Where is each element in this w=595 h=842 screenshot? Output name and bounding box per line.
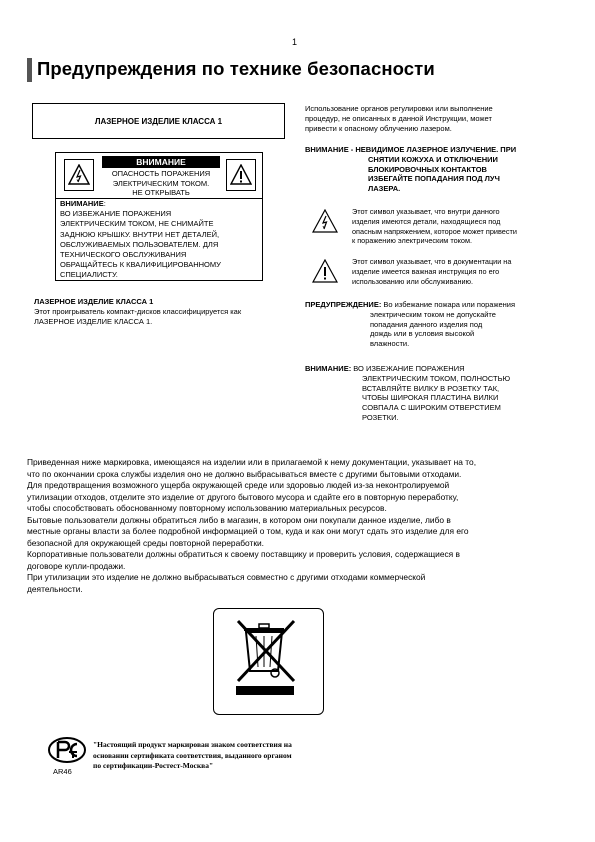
laser-class-section xyxy=(34,297,294,326)
text-line: Корпоративные пользователи должны обратиться к своему поставщику и проверить условия, содержащиеся в xyxy=(27,549,460,559)
rst-certification-logo xyxy=(47,736,87,769)
info-symbol-description xyxy=(352,257,567,286)
text-line: Этот проигрыватель компакт-дисков классифицируется как xyxy=(34,306,242,316)
page-title: Предупреждения по технике безопасности xyxy=(37,58,435,79)
text-line: СНЯТИИ КОЖУХА И ОТКЛЮЧЕНИИ xyxy=(368,154,498,164)
text-line: Использование органов регулировки или выполнение xyxy=(305,104,493,113)
text-line: привести к опасному облучению лазером. xyxy=(305,123,452,133)
caution-body: ВНИМАНИЕ: ВО ИЗБЕЖАНИЕ ПОРАЖЕНИЯ ЭЛЕКТРИЧЕСКИМ ТОКОМ, НЕ СНИМАЙТЕ ЗАДНЮЮ КРЫШКУ. ВНУТРИ НЕТ ДЕТАЛЕЙ, ОБСЛУЖИВАЕМЫХ ПОЛЬЗОВАТЕЛЕМ. ДЛЯ ТЕХНИЧЕСКОГО ОБСЛУЖИВАНИЯ ОБРАЩАЙТЕСЬ К КВАЛИФИЦИРОВАННОМУ СПЕЦИАЛИСТУ. xyxy=(60,199,258,281)
text-line: СПЕЦИАЛИСТУ. xyxy=(60,270,118,280)
text-line: электрическим током не допускайте xyxy=(370,309,496,319)
text-line: ВО ИЗБЕЖАНИЕ ПОРАЖЕНИЯ xyxy=(353,364,465,373)
text-line: договоре купли-продажи. xyxy=(27,560,126,571)
text-line: изделия имеются детали, находящиеся под xyxy=(352,216,501,226)
text-line: ОБСЛУЖИВАЕМЫХ ПОЛЬЗОВАТЕЛЕМ. ДЛЯ xyxy=(60,239,219,249)
text-line: Приведенная ниже маркировка, имеющаяся на изделии или в прилагаемой к нему документации, указывает на то, xyxy=(27,457,477,467)
text-line: Этот символ указывает, что в документации на xyxy=(352,257,512,266)
text-line: чтобы способствовать обоснованному повторному использованию материальных ресурсов. xyxy=(27,503,387,513)
text-line: "Настоящий продукт маркирован знаком соответствия на xyxy=(93,740,292,749)
text-line: ОПАСНОСТЬ ПОРАЖЕНИЯ xyxy=(111,169,211,178)
caution-panel xyxy=(55,152,263,281)
text-line: ЛАЗЕРА. xyxy=(368,184,401,194)
text-line: При утилизации это изделие не должно выбрасываться совместно с другими отходами коммерческой xyxy=(27,572,426,582)
text-line: ВО ИЗБЕЖАНИЕ ПОРАЖЕНИЯ xyxy=(60,209,172,219)
certification-note xyxy=(93,740,343,772)
text-line: Этот символ указывает, что внутри данного xyxy=(352,207,500,216)
text-line: ЗАДНЮЮ КРЫШКУ. ВНУТРИ НЕТ ДЕТАЛЕЙ, xyxy=(60,229,220,239)
warning-label: ПРЕДУПРЕЖДЕНИЕ: xyxy=(305,300,382,309)
controls-warning-paragraph xyxy=(305,104,565,133)
crossed-bin-icon xyxy=(214,609,323,714)
text-line: что по окончании срока службы изделия оно не должно выбрасываться вместе с другими бытовыми отходами. xyxy=(27,468,462,479)
plug-caution xyxy=(305,364,570,423)
text-line: ТЕХНИЧЕСКОГО ОБСЛУЖИВАНИЯ xyxy=(60,250,187,260)
caution-subtext xyxy=(102,169,220,198)
laser-class-box xyxy=(32,103,285,139)
text-line: Во избежание пожара или поражения xyxy=(383,300,516,309)
text-line: попадания данного изделия под xyxy=(370,319,483,329)
laser-class-box-label: ЛАЗЕРНОЕ ИЗДЕЛИЕ КЛАССА 1 xyxy=(94,116,223,126)
lightning-symbol-icon xyxy=(312,209,338,238)
text-line: утилизации отходов, отделите это изделие от другого бытового мусора и сдайте его в повторную переработку, xyxy=(27,491,459,502)
text-line: ЭЛЕКТРИЧЕСКИМ ТОКОМ. xyxy=(112,178,210,188)
exclamation-warning-icon xyxy=(226,159,256,191)
text-line: НЕ ОТКРЫВАТЬ xyxy=(132,188,190,197)
text-line: ИЗБЕГАЙТЕ ПОПАДАНИЯ ПОД ЛУЧ xyxy=(368,174,500,184)
text-line: РОЗЕТКИ. xyxy=(362,412,399,422)
text-line: ЛАЗЕРНОЕ ИЗДЕЛИЕ КЛАССА 1. xyxy=(34,316,153,326)
warning-label: ВНИМАНИЕ - xyxy=(305,145,356,154)
text-line: НЕВИДИМОЕ ЛАЗЕРНОЕ ИЗЛУЧЕНИЕ. ПРИ xyxy=(355,145,517,154)
text-line: БЛОКИРОВОЧНЫХ КОНТАКТОВ xyxy=(368,164,487,174)
text-line: ЭЛЕКТРИЧЕСКИМ ТОКОМ, НЕ СНИМАЙТЕ xyxy=(60,219,214,229)
certificate-code: AR46 xyxy=(53,767,72,776)
text-line: Бытовые пользователи должны обратиться либо в магазин, в котором они покупали данное изделие, либо в xyxy=(27,514,451,525)
text-line: ЧТОБЫ ШИРОКАЯ ПЛАСТИНА ВИЛКИ xyxy=(362,393,499,403)
page-number: 1 xyxy=(292,37,298,47)
text-line: влажности. xyxy=(370,339,410,349)
title-accent-bar xyxy=(27,58,32,82)
laser-class-heading: ЛАЗЕРНОЕ ИЗДЕЛИЕ КЛАССА 1 xyxy=(34,297,154,306)
text-line: процедур, не описанных в данной Инструкции, может xyxy=(305,113,492,123)
text-line: Для предотвращения возможного ущерба окружающей среде или здоровью людей из-за неконтролируемой xyxy=(27,480,450,490)
text-line: местные органы власти за более подробной информацией о том, куда и как они могут сдать это изделие для его xyxy=(27,526,469,536)
voltage-symbol-description xyxy=(352,207,567,246)
text-line: деятельности. xyxy=(27,583,83,594)
text-line: ОБРАЩАЙТЕСЬ К КВАЛИФИЦИРОВАННОМУ xyxy=(60,260,221,270)
weee-symbol-box xyxy=(213,608,324,715)
caution-body-label: ВНИМАНИЕ xyxy=(60,199,104,208)
text-line: ЭЛЕКТРИЧЕСКИМ ТОКОМ, ПОЛНОСТЬЮ xyxy=(362,373,511,383)
invisible-radiation-warning xyxy=(305,145,570,194)
caution-heading: ВНИМАНИЕ xyxy=(102,156,220,168)
text-line: опасным напряжением, которое может привести xyxy=(352,226,517,236)
lightning-warning-icon xyxy=(64,159,94,191)
text-line: СОВПАЛА С ШИРОКИМ ОТВЕРСТИЕМ xyxy=(362,403,501,413)
exclamation-symbol-icon xyxy=(312,259,338,288)
disposal-instructions xyxy=(27,457,572,595)
text-line: основании сертификата соответствия, выданного органом xyxy=(93,750,292,760)
text-line: использованию или обслуживанию. xyxy=(352,276,474,286)
text-line: к поражению электрическим током. xyxy=(352,236,473,246)
text-line: дождь или в условия высокой xyxy=(370,329,475,339)
fire-warning xyxy=(305,300,570,349)
text-line: ВСТАВЛЯЙТЕ ВИЛКУ В РОЗЕТКУ ТАК, xyxy=(362,383,500,393)
text-line: по сертификации-Ростест-Москва" xyxy=(93,761,214,770)
text-line: изделие имеется важная инструкция по его xyxy=(352,266,500,276)
warning-label: ВНИМАНИЕ: xyxy=(305,364,352,373)
text-line: безопасной для окружающей среды повторной переработки. xyxy=(27,537,265,548)
